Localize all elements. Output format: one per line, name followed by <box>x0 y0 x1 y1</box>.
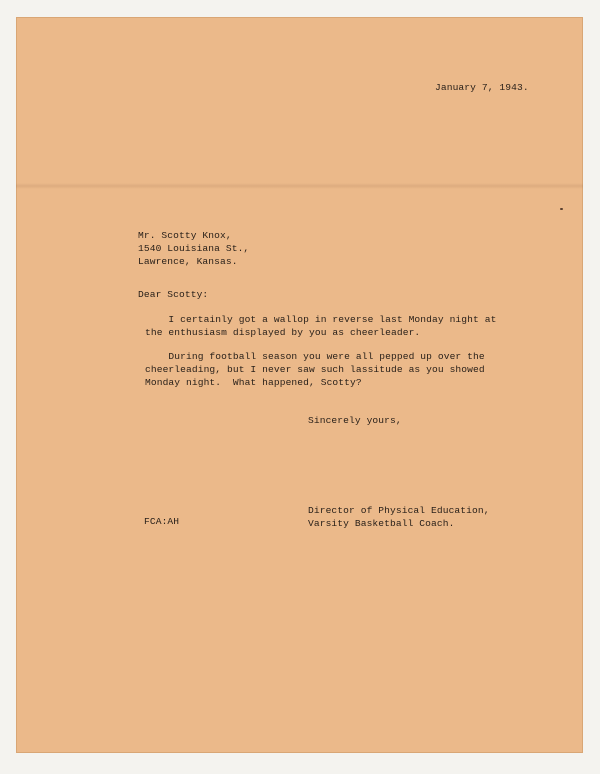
recipient-street: 1540 Louisiana St., <box>138 243 250 254</box>
letter-sheet <box>16 17 583 753</box>
recipient-name: Mr. Scotty Knox, <box>138 230 232 241</box>
fold-crease <box>16 183 583 189</box>
signature-title-1: Director of Physical Education, <box>308 505 490 516</box>
recipient-city: Lawrence, Kansas. <box>138 256 238 267</box>
reference-initials: FCA:AH <box>144 516 180 527</box>
salutation: Dear Scotty: <box>138 289 209 300</box>
paragraph-2-line-1: During football season you were all pepped up over the <box>145 351 485 362</box>
recipient-address <box>138 229 249 268</box>
paragraph-2-line-3: Monday night. What happened, Scotty? <box>145 377 362 388</box>
signature-title-2: Varsity Basketball Coach. <box>308 518 455 529</box>
paragraph-1-line-2: the enthusiasm displayed by you as cheerleader. <box>145 327 421 338</box>
closing: Sincerely yours, <box>308 415 402 426</box>
paragraph-1-line-1: I certainly got a wallop in reverse last Monday night at <box>145 314 497 325</box>
paragraph-2 <box>145 350 485 389</box>
paragraph-2-line-2: cheerleading, but I never saw such lassitude as you showed <box>145 364 485 375</box>
signature-block <box>308 504 490 530</box>
paper-speck <box>560 208 563 210</box>
paragraph-1 <box>145 313 496 339</box>
letter-date: January 7, 1943. <box>435 82 529 93</box>
